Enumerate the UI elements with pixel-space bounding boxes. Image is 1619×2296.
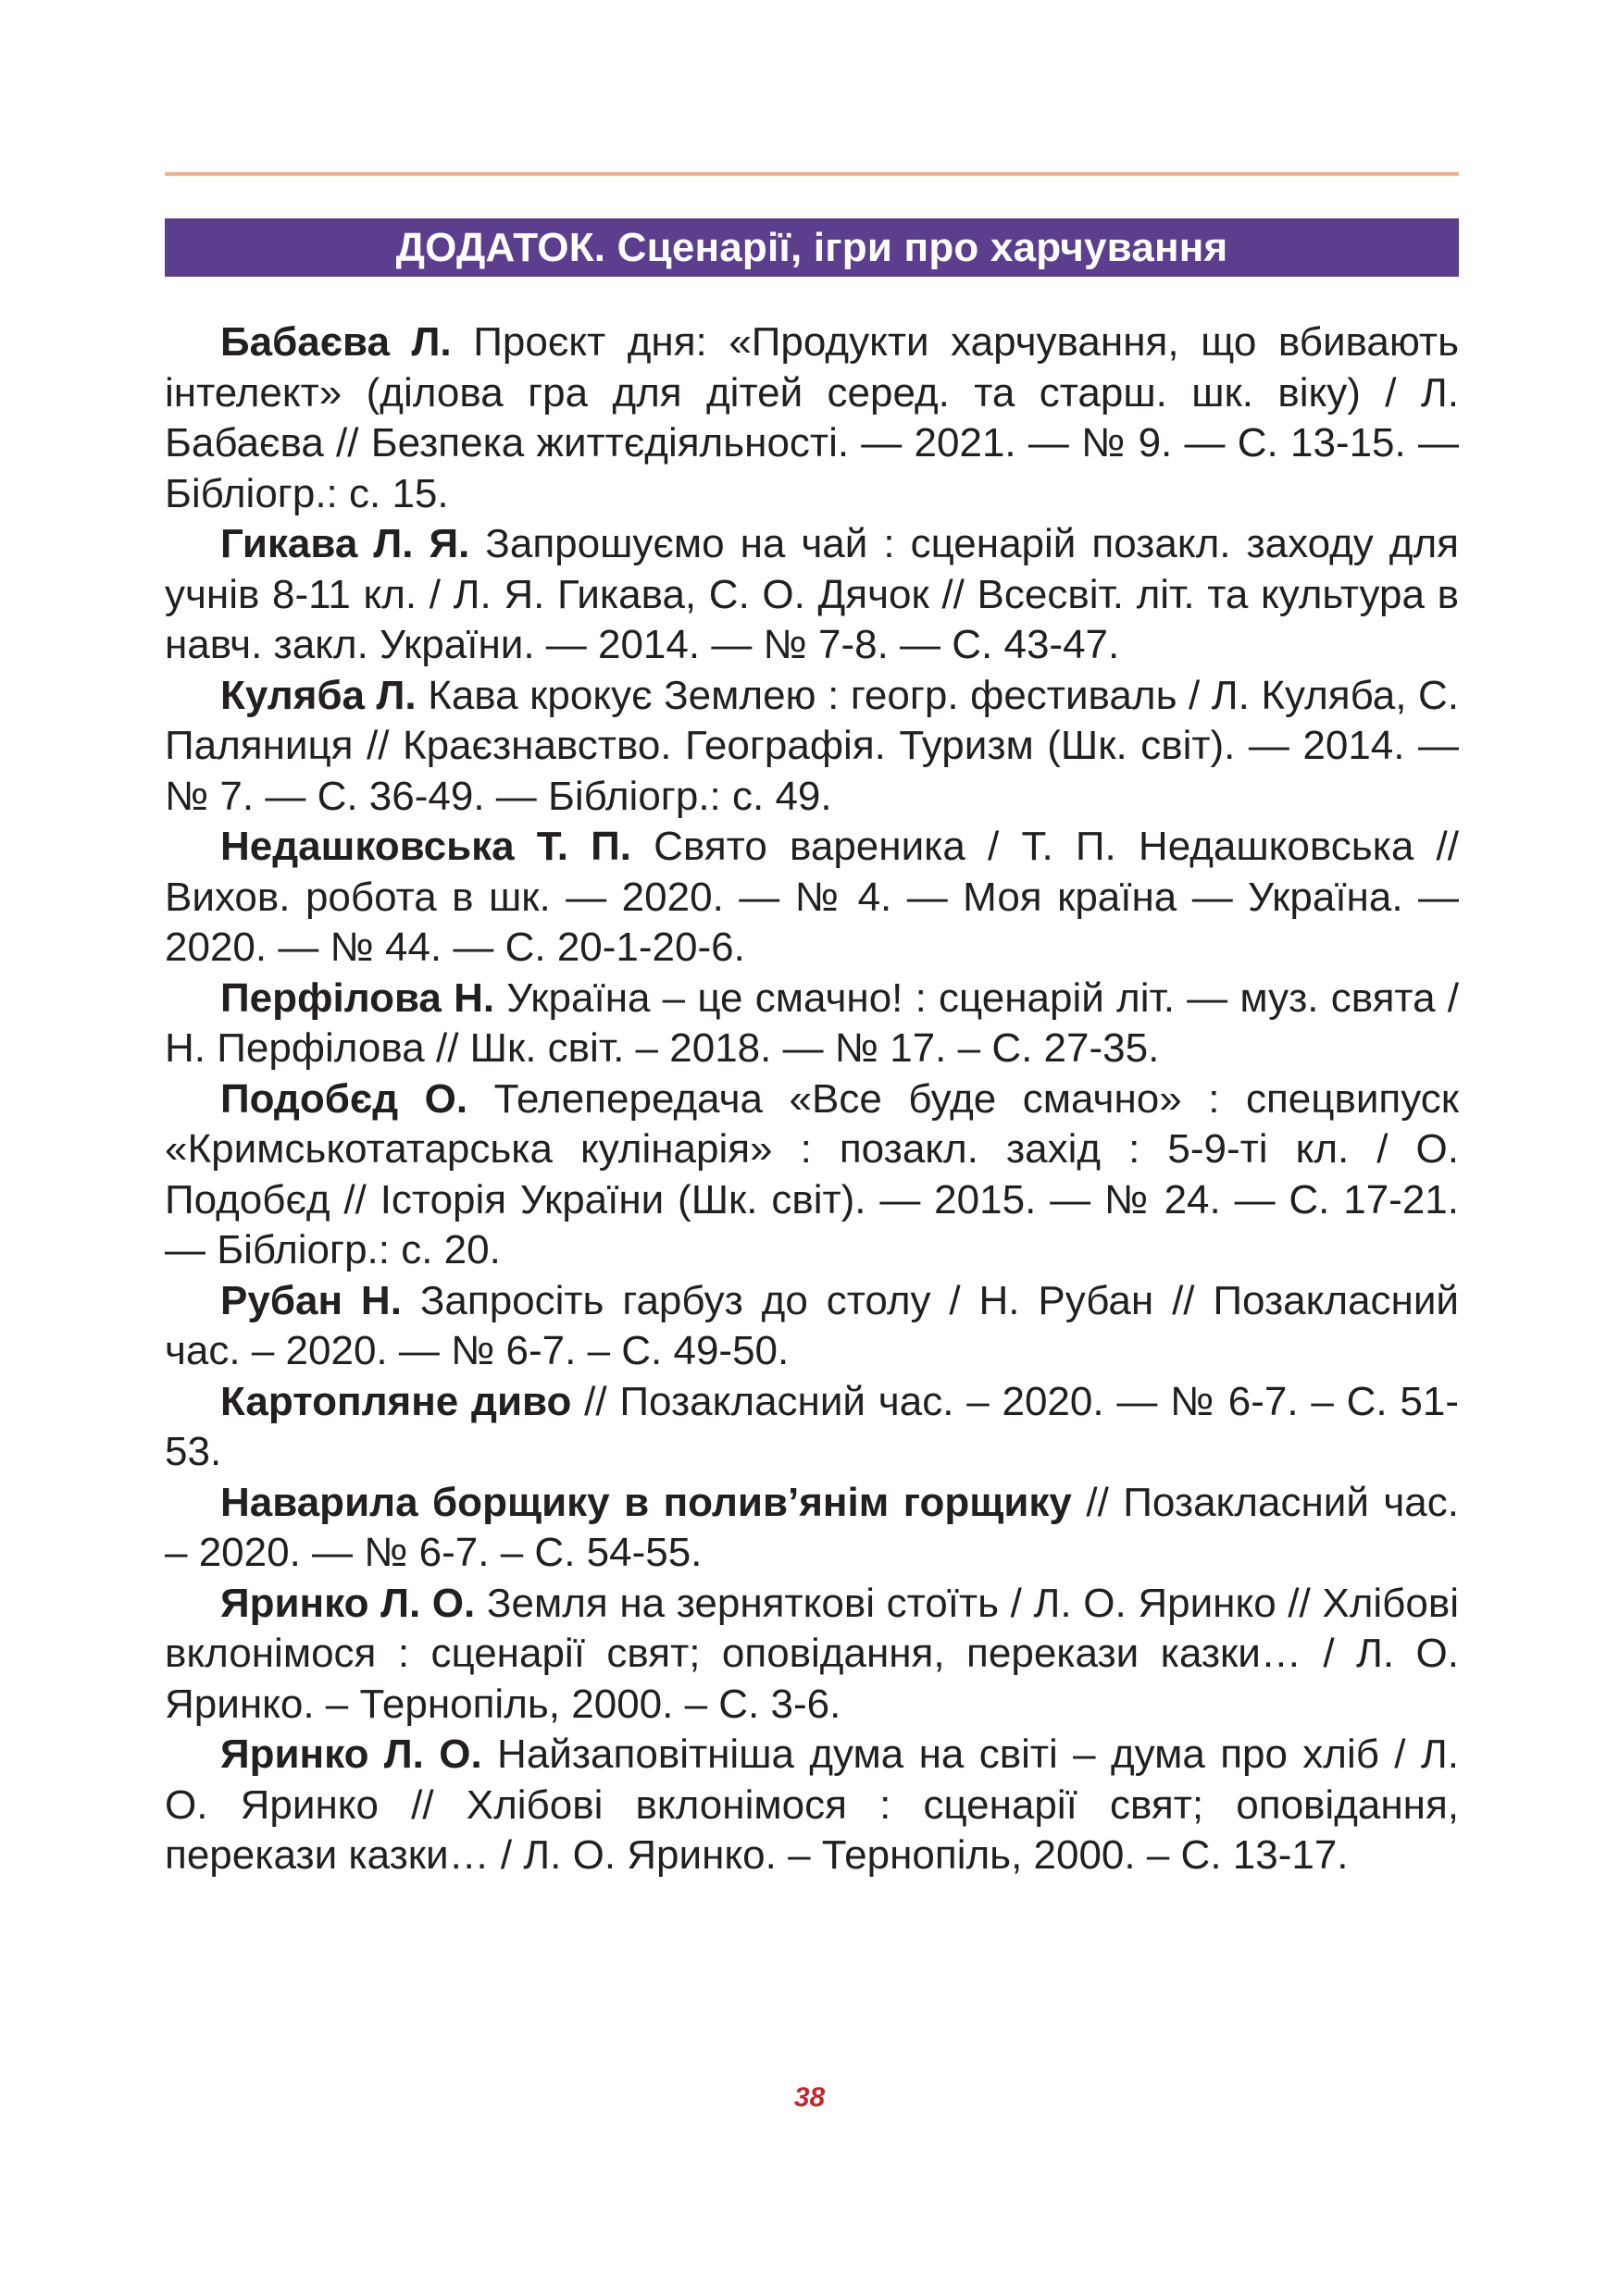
entry-author: Недашковська Т. П. xyxy=(220,824,631,869)
section-title-banner: ДОДАТОК. Сценарії, ігри про харчування xyxy=(165,218,1459,277)
entry-description: Запрошуємо на чай : сценарій позакл. заходу для учнів 8-11 кл. / Л. Я. Гикава, С. О. Дячок // Всесвіт. літ. та культура в навч. закл. України. — 2014. — № 7-8. — С. 43-47. xyxy=(165,521,1459,667)
entry-description: Кава крокує Землею : геогр. фестиваль / Л. Куляба, С. Паляниця // Краєзнавство. Географія. Туризм (Шк. світ). — 2014. — № 7. — С. 36-49. — Бібліогр.: с. 49. xyxy=(165,672,1459,819)
entry-author: Подобєд О. xyxy=(220,1075,468,1122)
entry-title: Картопляне диво xyxy=(220,1378,572,1424)
top-divider-rule xyxy=(165,172,1459,176)
page-number: 38 xyxy=(793,2082,826,2113)
bibliography-entry xyxy=(165,974,1459,1074)
bibliography-entry xyxy=(165,317,1459,519)
bibliography-entry xyxy=(165,1276,1459,1377)
bibliography-entry xyxy=(165,1074,1459,1276)
entry-author: Перфілова Н. xyxy=(220,974,495,1021)
bibliography-entry xyxy=(165,671,1459,823)
entry-author: Куляба Л. xyxy=(220,672,417,718)
bibliography-entry xyxy=(165,519,1459,671)
bibliography-list xyxy=(165,317,1459,1881)
entry-description: Україна – це смачно! : сценарій літ. — муз. свята / Н. Перфілова // Шк. світ. – 2018. — № 17. – С. 27-35. xyxy=(165,974,1459,1071)
entry-description: Найзаповітніша дума на світі – дума про хліб / Л. О. Яринко // Хлібові вклонімося : сценарії свят; оповідання, перекази казки… / Л. О. Яринко. – Тернопіль, 2000. – С. 13-17. xyxy=(165,1731,1459,1878)
bibliography-entry xyxy=(165,1377,1459,1478)
entry-description: Проєкт дня: «Продукти харчування, що вбивають інтелект» (ділова гра для дітей серед. та старш. шк. віку) / Л. Бабаєва // Безпека життєдіяльності. — 2021. — № 9. — С. 13-15. — Бібліогр.: с. 15. xyxy=(165,319,1459,516)
entry-description: // Позакласний час. – 2020. — № 6-7. – С. 54-55. xyxy=(165,1479,1459,1575)
entry-author: Яринко Л. О. xyxy=(220,1731,482,1777)
entry-author: Бабаєва Л. xyxy=(220,319,452,365)
entry-title: Наварила борщику в полив’янім горщику xyxy=(220,1479,1072,1525)
entry-description: Запросіть гарбуз до столу / Н. Рубан // Позакласний час. – 2020. — № 6-7. – С. 49-50. xyxy=(165,1277,1459,1373)
entry-description: // Позакласний час. – 2020. — № 6-7. – С. 51-53. xyxy=(165,1378,1459,1474)
entry-author: Рубан Н. xyxy=(220,1277,402,1323)
entry-author: Гикава Л. Я. xyxy=(220,521,470,566)
entry-description: Земля на зерняткові стоїть / Л. О. Яринко // Хлібові вклонімося : сценарії свят; оповідання, перекази казки… / Л. О. Яринко. – Тернопіль, 2000. – С. 3-6. xyxy=(165,1580,1460,1727)
bibliography-entry xyxy=(165,1478,1459,1579)
entry-description: Телепередача «Все буде смачно» : спецвипуск «Кримськотатарська кулінарія» : позакл. захід : 5-9-ті кл. / О. Подобєд // Історія України (Шк. світ). — 2015. — № 24. — С. 17-21. — Бібліогр.: с. 20. xyxy=(165,1075,1459,1272)
entry-description: Свято вареника / Т. П. Недашковська // Вихов. робота в шк. — 2020. — № 4. — Моя країна — Україна. — 2020. — № 44. — С. 20-1-20-6. xyxy=(165,824,1459,970)
bibliography-entry xyxy=(165,1579,1459,1731)
bibliography-entry xyxy=(165,1730,1459,1881)
entry-author: Яринко Л. О. xyxy=(220,1580,476,1626)
bibliography-entry xyxy=(165,822,1459,974)
